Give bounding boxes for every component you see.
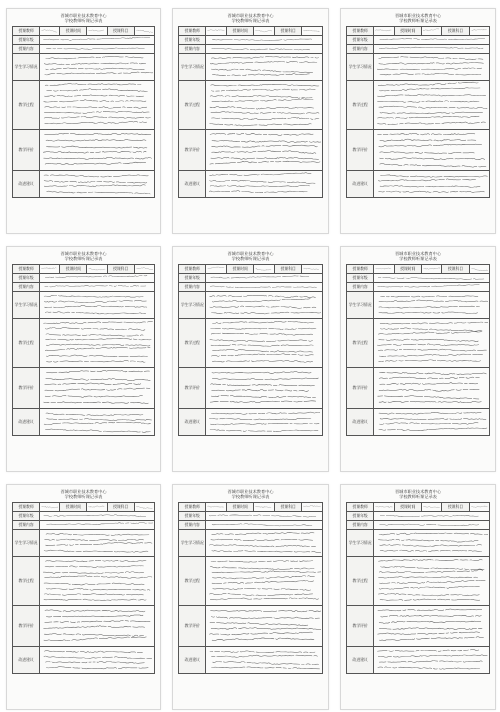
org-name: 晋城市职业技术教育中心 (60, 251, 107, 256)
date-value (421, 503, 441, 512)
form-title: 学校教师听课记录表 (64, 18, 103, 23)
suggestion-notes (206, 647, 323, 674)
org-name: 晋城市职业技术教育中心 (227, 13, 274, 18)
process-label: 教学过程 (347, 319, 374, 368)
record-table (12, 502, 155, 674)
topic-notes (40, 292, 155, 319)
date-label: 授课时间 (60, 27, 87, 36)
evaluation-notes (206, 606, 323, 647)
subject-label: 授课科目 (275, 265, 302, 274)
topic-notes (40, 530, 155, 557)
evaluation-label: 教学评价 (179, 368, 206, 409)
content-label: 授课内容 (179, 283, 206, 292)
form-title: 学校教师听课记录表 (231, 494, 270, 499)
grade-label: 授课年级 (13, 274, 40, 283)
grade-label: 授课年级 (347, 512, 374, 521)
subject-label: 授课科目 (107, 27, 134, 36)
evaluation-label: 教学评价 (179, 130, 206, 171)
date-value (421, 27, 441, 36)
subject-value (469, 27, 489, 36)
teacher-label: 授课教师 (179, 27, 206, 36)
grade-label: 授课年级 (179, 512, 206, 521)
grade-value (40, 274, 155, 283)
process-notes (206, 319, 323, 368)
process-notes (374, 319, 490, 368)
date-value (254, 27, 275, 36)
teacher-label: 授课教师 (13, 265, 40, 274)
content-value (206, 521, 323, 530)
evaluation-notes (206, 130, 323, 171)
suggestion-label: 改进建议 (13, 409, 40, 436)
org-name: 晋城市职业技术教育中心 (227, 489, 274, 494)
grade-value (206, 36, 323, 45)
teacher-value (206, 265, 227, 274)
evaluation-label: 教学评价 (13, 368, 40, 409)
topic-label: 学生学习情况 (347, 292, 374, 319)
subject-label: 授课科目 (442, 27, 469, 36)
suggestion-label: 改进建议 (347, 647, 374, 674)
record-sheet (340, 246, 496, 472)
process-notes (374, 557, 490, 606)
form-title: 学校教师听课记录表 (64, 256, 103, 261)
grade-value (374, 36, 490, 45)
date-value (87, 503, 107, 512)
form-title: 学校教师听课记录表 (231, 256, 270, 261)
record-table (12, 26, 155, 198)
record-sheet (172, 8, 329, 234)
date-value (421, 265, 441, 274)
subject-value (469, 265, 489, 274)
suggestion-label: 改进建议 (179, 171, 206, 198)
suggestion-label: 改进建议 (13, 171, 40, 198)
date-value (254, 503, 275, 512)
teacher-label: 授课教师 (13, 503, 40, 512)
grade-label: 授课年级 (347, 274, 374, 283)
form-title: 学校教师听课记录表 (64, 494, 103, 499)
org-name: 晋城市职业技术教育中心 (227, 251, 274, 256)
topic-label: 学生学习情况 (347, 530, 374, 557)
teacher-label: 授课教师 (347, 27, 374, 36)
content-label: 授课内容 (179, 45, 206, 54)
date-value (254, 265, 275, 274)
content-label: 授课内容 (347, 45, 374, 54)
topic-notes (206, 54, 323, 81)
content-label: 授课内容 (179, 521, 206, 530)
grade-value (40, 512, 155, 521)
teacher-value (374, 27, 394, 36)
subject-value (302, 27, 323, 36)
suggestion-notes (374, 409, 490, 436)
topic-notes (40, 54, 155, 81)
grade-value (40, 36, 155, 45)
process-label: 教学过程 (13, 319, 40, 368)
org-name: 晋城市职业技术教育中心 (60, 489, 107, 494)
record-sheet (172, 246, 329, 472)
grade-value (206, 512, 323, 521)
content-label: 授课内容 (13, 283, 40, 292)
subject-label: 授课科目 (275, 27, 302, 36)
process-notes (206, 81, 323, 130)
record-sheet (172, 484, 329, 710)
suggestion-label: 改进建议 (13, 647, 40, 674)
subject-label: 授课科目 (275, 503, 302, 512)
topic-label: 学生学习情况 (179, 54, 206, 81)
date-label: 授课时间 (227, 503, 254, 512)
date-value (87, 27, 107, 36)
process-label: 教学过程 (347, 557, 374, 606)
form-title: 学校教师听课记录表 (231, 18, 270, 23)
evaluation-notes (374, 368, 490, 409)
record-sheet (6, 246, 161, 472)
grade-value (374, 512, 490, 521)
date-label: 授课时间 (394, 265, 421, 274)
process-label: 教学过程 (179, 319, 206, 368)
org-name: 晋城市职业技术教育中心 (394, 489, 442, 494)
content-value (374, 45, 490, 54)
topic-notes (206, 530, 323, 557)
teacher-label: 授课教师 (179, 265, 206, 274)
process-notes (206, 557, 323, 606)
content-label: 授课内容 (13, 45, 40, 54)
teacher-value (374, 503, 394, 512)
record-table (178, 502, 323, 674)
subject-value (134, 265, 154, 274)
teacher-value (40, 503, 60, 512)
teacher-label: 授课教师 (13, 27, 40, 36)
suggestion-notes (206, 409, 323, 436)
evaluation-notes (374, 606, 490, 647)
subject-label: 授课科目 (107, 503, 134, 512)
teacher-label: 授课教师 (347, 503, 374, 512)
subject-value (134, 503, 154, 512)
grade-label: 授课年级 (179, 274, 206, 283)
teacher-value (374, 265, 394, 274)
topic-notes (374, 54, 490, 81)
topic-label: 学生学习情况 (13, 292, 40, 319)
teacher-value (40, 265, 60, 274)
topic-label: 学生学习情况 (347, 54, 374, 81)
teacher-label: 授课教师 (347, 265, 374, 274)
suggestion-notes (40, 647, 155, 674)
content-value (40, 45, 155, 54)
record-table (346, 502, 490, 674)
date-label: 授课时间 (60, 503, 87, 512)
suggestion-notes (206, 171, 323, 198)
content-value (40, 283, 155, 292)
record-table (346, 26, 490, 198)
suggestion-notes (374, 171, 490, 198)
evaluation-label: 教学评价 (347, 130, 374, 171)
grade-label: 授课年级 (179, 36, 206, 45)
record-table (12, 264, 155, 436)
date-label: 授课时间 (394, 503, 421, 512)
subject-label: 授课科目 (107, 265, 134, 274)
date-value (87, 265, 107, 274)
grade-value (206, 274, 323, 283)
evaluation-label: 教学评价 (13, 130, 40, 171)
suggestion-label: 改进建议 (347, 171, 374, 198)
process-notes (40, 557, 155, 606)
subject-value (469, 503, 489, 512)
topic-label: 学生学习情况 (179, 530, 206, 557)
grade-label: 授课年级 (13, 512, 40, 521)
teacher-label: 授课教师 (179, 503, 206, 512)
grade-label: 授课年级 (347, 36, 374, 45)
process-label: 教学过程 (13, 81, 40, 130)
suggestion-notes (40, 409, 155, 436)
topic-notes (374, 530, 490, 557)
topic-notes (206, 292, 323, 319)
topic-notes (374, 292, 490, 319)
evaluation-notes (206, 368, 323, 409)
evaluation-label: 教学评价 (347, 368, 374, 409)
content-label: 授课内容 (347, 283, 374, 292)
process-label: 教学过程 (13, 557, 40, 606)
record-sheet (6, 8, 161, 234)
content-value (206, 283, 323, 292)
org-name: 晋城市职业技术教育中心 (60, 13, 107, 18)
teacher-value (40, 27, 60, 36)
evaluation-label: 教学评价 (179, 606, 206, 647)
subject-label: 授课科目 (442, 503, 469, 512)
content-label: 授课内容 (347, 521, 374, 530)
suggestion-label: 改进建议 (347, 409, 374, 436)
date-label: 授课时间 (227, 27, 254, 36)
date-label: 授课时间 (227, 265, 254, 274)
record-sheet (6, 484, 161, 710)
org-name: 晋城市职业技术教育中心 (394, 251, 442, 256)
grade-value (374, 274, 490, 283)
record-table (346, 264, 490, 436)
topic-label: 学生学习情况 (13, 54, 40, 81)
record-sheet (340, 484, 496, 710)
evaluation-notes (40, 606, 155, 647)
suggestion-notes (374, 647, 490, 674)
form-title: 学校教师听课记录表 (399, 494, 437, 499)
subject-value (302, 265, 323, 274)
process-label: 教学过程 (347, 81, 374, 130)
form-title: 学校教师听课记录表 (399, 256, 437, 261)
content-label: 授课内容 (13, 521, 40, 530)
teacher-value (206, 27, 227, 36)
content-value (40, 521, 155, 530)
topic-label: 学生学习情况 (179, 292, 206, 319)
date-label: 授课时间 (60, 265, 87, 274)
record-table (178, 264, 323, 436)
subject-value (134, 27, 154, 36)
topic-label: 学生学习情况 (13, 530, 40, 557)
suggestion-label: 改进建议 (179, 647, 206, 674)
date-label: 授课时间 (394, 27, 421, 36)
subject-label: 授课科目 (442, 265, 469, 274)
content-value (374, 521, 490, 530)
suggestion-label: 改进建议 (179, 409, 206, 436)
evaluation-notes (374, 130, 490, 171)
process-label: 教学过程 (179, 557, 206, 606)
process-label: 教学过程 (179, 81, 206, 130)
teacher-value (206, 503, 227, 512)
process-notes (374, 81, 490, 130)
record-sheet (340, 8, 496, 234)
evaluation-label: 教学评价 (13, 606, 40, 647)
process-notes (40, 81, 155, 130)
org-name: 晋城市职业技术教育中心 (394, 13, 442, 18)
content-value (374, 283, 490, 292)
grade-label: 授课年级 (13, 36, 40, 45)
suggestion-notes (40, 171, 155, 198)
evaluation-notes (40, 130, 155, 171)
evaluation-label: 教学评价 (347, 606, 374, 647)
content-value (206, 45, 323, 54)
evaluation-notes (40, 368, 155, 409)
process-notes (40, 319, 155, 368)
subject-value (302, 503, 323, 512)
form-title: 学校教师听课记录表 (399, 18, 437, 23)
record-table (178, 26, 323, 198)
